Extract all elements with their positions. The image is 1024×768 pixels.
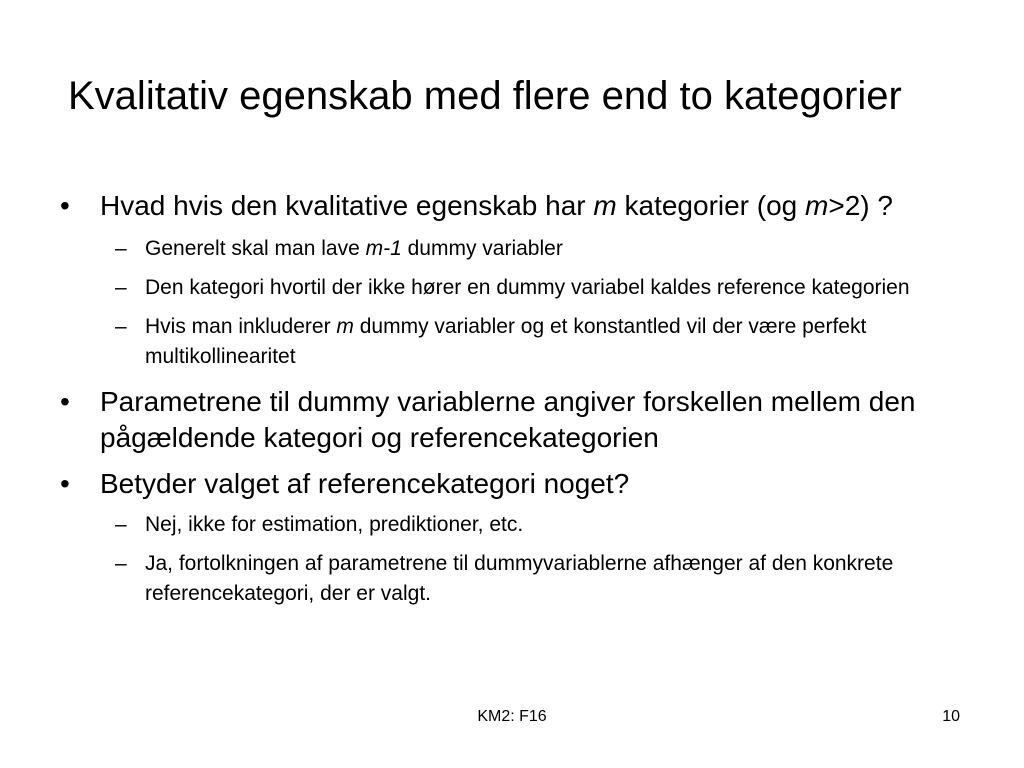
bullet-text-part: Hvad hvis den kvalitative egenskab har bbox=[100, 190, 594, 221]
sub-bullet-text-part: Generelt skal man lave bbox=[145, 237, 366, 260]
sub-bullet-marker: – bbox=[115, 315, 127, 338]
sub-list-3 bbox=[60, 510, 980, 609]
bullet-text-part: kategorier (og bbox=[616, 190, 806, 221]
slide-content bbox=[60, 188, 980, 621]
bullet-text: Parametrene til dummy variablerne angiver forskellen mellem den pågældende kategori og referencekategorien bbox=[100, 386, 916, 453]
sub-bullet-item-1-1 bbox=[60, 234, 980, 264]
bullet-marker: • bbox=[60, 386, 70, 417]
sub-bullet-item-3-2 bbox=[60, 549, 980, 609]
bullet-marker: • bbox=[60, 468, 70, 499]
sub-list-1 bbox=[60, 234, 980, 372]
sub-bullet-text-part: dummy variabler bbox=[401, 237, 563, 260]
sub-bullet-item-1-2 bbox=[60, 273, 980, 303]
sub-bullet-text-part: Hvis man inkluderer bbox=[145, 315, 337, 338]
sub-bullet-text-italic: m bbox=[336, 315, 354, 338]
bullet-item-2 bbox=[60, 384, 980, 456]
slide-title: Kvalitativ egenskab med flere end to kategorier bbox=[68, 74, 902, 118]
sub-bullet-marker: – bbox=[115, 276, 127, 299]
bullet-text-part: >2) ? bbox=[828, 190, 893, 221]
sub-bullet-marker: – bbox=[115, 513, 127, 536]
sub-bullet-text-italic: m-1 bbox=[365, 237, 402, 260]
bullet-text: Betyder valget af referencekategori noget? bbox=[100, 468, 630, 499]
sub-bullet-item-3-1 bbox=[60, 510, 980, 540]
sub-bullet-marker: – bbox=[115, 552, 127, 575]
sub-bullet-text: Nej, ikke for estimation, prediktioner, etc. bbox=[145, 513, 524, 536]
sub-bullet-text-part: dummy variabler og et konstantled vil der være perfekt multikollinearitet bbox=[145, 315, 867, 368]
sub-bullet-text: Den kategori hvortil der ikke hører en dummy variabel kaldes reference kategorien bbox=[145, 276, 910, 299]
sub-bullet-marker: – bbox=[115, 237, 127, 260]
bullet-marker: • bbox=[60, 190, 70, 221]
footer-label: KM2: F16 bbox=[477, 708, 547, 725]
bullet-text-italic: m bbox=[805, 190, 829, 221]
bullet-text-italic: m bbox=[593, 190, 617, 221]
sub-bullet-item-1-3 bbox=[60, 312, 980, 372]
bullet-item-1 bbox=[60, 188, 980, 224]
page-number: 10 bbox=[942, 708, 960, 725]
bullet-item-3 bbox=[60, 466, 980, 502]
sub-bullet-text: Ja, fortolkningen af parametrene til dummyvariablerne afhænger af den konkrete referencekategori, der er valgt. bbox=[145, 552, 894, 605]
